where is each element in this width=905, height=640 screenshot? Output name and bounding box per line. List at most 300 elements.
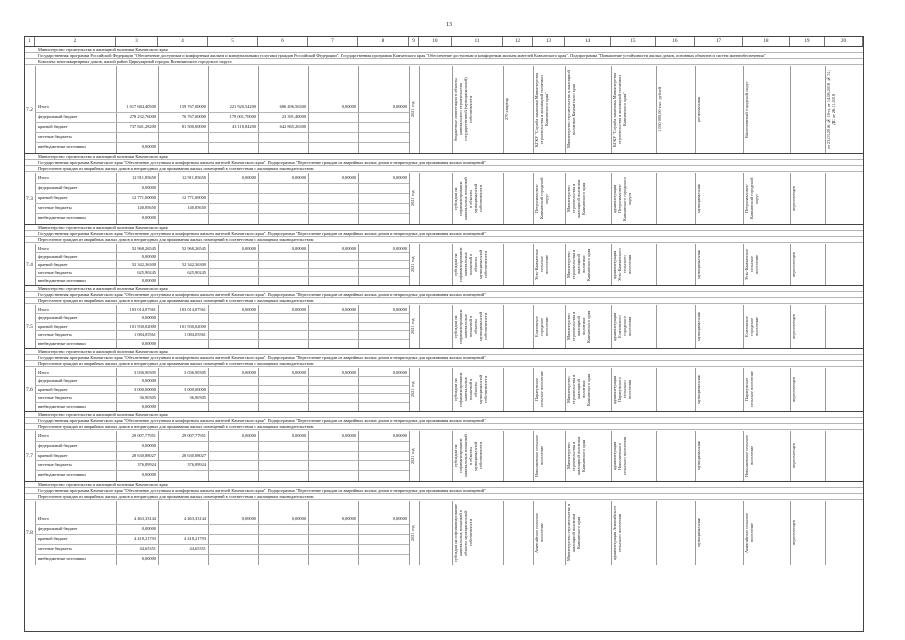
grid-column-line [825, 244, 826, 285]
fund-source-label: федеральный бюджет [38, 526, 78, 531]
customer-text: Анавгайское сельское поселение [534, 512, 544, 554]
budget-value: 0,00000 [341, 246, 356, 251]
grid-column-line [158, 501, 159, 565]
column-number: 20 [825, 37, 863, 46]
grid-column-line [308, 66, 309, 153]
heading-separator [25, 64, 863, 65]
budget-value: 3 000,00000 [134, 386, 156, 392]
budget-value: 0,00000 [291, 370, 306, 375]
note-type-text: переселенцев [791, 443, 796, 469]
customer-text: Паратунское сельское поселение [534, 371, 544, 408]
block-heading-line: Переселение граждан из аварийных жилых домов и непригодных для проживания жилых помещений в соответствии с жилищным законодательством [38, 298, 314, 303]
budget-value: 101 930,02000 [129, 323, 156, 329]
grid-column-line [258, 501, 259, 565]
fund-row-separator [35, 213, 409, 214]
fund-row-separator [35, 534, 409, 535]
block-heading-line: Государственная программа Камчатского края "Обеспечение доступным и комфортным жильем жителей Камчатского края". Подпрограмма "Переселение граждан из аварийных жилых домов и непригодных для проживания жилых помещений" [38, 418, 486, 423]
ownership-form-text: муниципальная [696, 375, 701, 404]
column-number: 13 [533, 37, 565, 46]
column-number: 6 [258, 37, 308, 46]
fund-source-label: местные бюджеты [38, 270, 72, 275]
block-heading-line: Министерство строительства и жилищной политики Камчатского края [38, 47, 168, 52]
responsible-executive-text: Министерство строительства и жилищной политики Камчатского края [566, 248, 591, 281]
budget-value: 625,90245 [187, 270, 206, 275]
location-text: Паратунское сельское поселение [744, 371, 754, 408]
budget-value: 0,00000 [141, 215, 156, 220]
column-number: 10 [419, 37, 452, 46]
column-number: 4 [158, 37, 208, 46]
ownership-form-text: региональная [696, 97, 701, 122]
fund-row-separator [35, 193, 409, 194]
grid-column-line [358, 173, 359, 224]
budget-value: 29 007,77951 [131, 433, 156, 438]
grid-column-line [825, 173, 826, 224]
responsible-executive-text: Министерство строительства и жилищной политики Камчатского края [566, 373, 591, 406]
page-number: 13 [446, 22, 452, 28]
location-text: Усть-Камчатское сельское поселение [744, 249, 759, 280]
budget-value: 0,00000 [392, 516, 407, 521]
budget-value: 278 232,76000 [129, 114, 156, 119]
fund-source-label: местные бюджеты [38, 395, 72, 401]
budget-value: 12 771,00000 [131, 195, 156, 200]
grid-column-line [35, 305, 36, 348]
block-heading-line: Министерство строительства и жилищной политики Камчатского края [38, 412, 168, 417]
note-type-text: переселенцев [791, 186, 796, 211]
budget-value: 0,00000 [341, 175, 356, 180]
budget-value: 0,00000 [392, 104, 407, 109]
ownership-form-text: муниципальная [696, 184, 701, 213]
budget-value: 4 463,33144 [134, 516, 156, 521]
fund-row-separator [35, 276, 409, 277]
fund-source-label: Итого [38, 104, 49, 109]
developer-text: администрация Усть-Камчатского сельского поселения [612, 248, 632, 281]
budget-value: 28 630,88027 [181, 452, 206, 458]
fund-source-label: краевой бюджет [38, 536, 68, 541]
ownership-form-text: муниципальная [696, 441, 701, 471]
fund-source-label: краевой бюджет [38, 124, 68, 129]
implementation-period-text: 2021 год [410, 256, 415, 273]
funding-form-text: бюджетные инвестиции в объекты капитального строительства государственной (муниципальной) собственности [453, 77, 473, 142]
grid-column-line [35, 66, 36, 153]
budget-value: 52 968,26545 [181, 246, 206, 251]
budget-value: 4 418,21793 [134, 536, 156, 541]
funding-form-text: субсидии на софинансирование капитальных вложений в объекты муниципальной собственности [453, 247, 488, 282]
column-number: 17 [695, 37, 743, 46]
block-heading-line: Комплекс многоквартирных домов, жилой район Циркулярный городок Вилючинского городского округа [38, 59, 232, 64]
budget-value: 52 342,36300 [181, 262, 206, 267]
ownership-form-text: муниципальная [696, 518, 701, 548]
budget-value: 44,65351 [189, 546, 206, 551]
fund-source-label: Итого [38, 175, 49, 180]
location-text: Елизовское городское поселение [744, 316, 759, 337]
grid-column-line [308, 431, 309, 481]
implementation-period-text: 2021 год [410, 448, 415, 464]
budget-value: 0,00000 [241, 370, 256, 375]
fund-source-label: федеральный бюджет [38, 378, 78, 384]
budget-value: 103 014,07561 [179, 307, 206, 312]
fund-source-label: федеральный бюджет [38, 315, 78, 321]
grid-column-line [419, 431, 420, 481]
fund-source-label: Итого [38, 370, 49, 375]
fund-row-separator [35, 260, 409, 261]
grid-column-line [258, 431, 259, 481]
funding-form-text: субсидии на софинансирование капитальных вложений в объекты муниципальной собственности [453, 177, 483, 220]
fund-row-separator [35, 451, 409, 452]
note-type-text: переселенцев [791, 314, 796, 339]
grid-column-line [503, 431, 504, 481]
budget-value: 0,00000 [241, 246, 256, 251]
budget-value: 642 865,26300 [279, 124, 306, 129]
developer-text: администрация Петропавловск-Камчатского городского округа [612, 176, 632, 221]
responsible-executive-text: Министерство строительства и жилищной политики Камчатского края [566, 70, 576, 149]
fund-row-separator [35, 122, 409, 123]
grid-column-line [656, 244, 657, 285]
grid-column-line [503, 305, 504, 348]
budget-value: 4 463,33144 [184, 516, 206, 521]
capacity-text: 270 квартир [504, 98, 509, 121]
grid-column-line [35, 368, 36, 411]
budget-value: 44,65351 [139, 546, 156, 551]
budget-value: 0,00000 [291, 175, 306, 180]
fund-source-label: Итого [38, 433, 49, 438]
grid-column-line [208, 173, 209, 224]
column-number: 8 [358, 37, 409, 46]
note-type-text: переселенцев [791, 252, 796, 277]
budget-value: 12 771,00000 [181, 195, 206, 200]
budget-value: 0,00000 [141, 472, 156, 478]
block-heading-line: Государственная программа Российской Федерации "Обеспечение доступным и комфортным жильем и коммунальными услугами граждан Российской Федерации". Государственная программа Камчатского края "Обеспечение доступным и комфортным жильем жителей Камчатского края". Подпрограмма "Повышение устойчивости жилых домов, основных объектов и систем жизнеобеспечения" [38, 53, 766, 58]
developer-text: администрация Анавгайского сельского поселения [612, 505, 622, 561]
developer-text: администрация Елизовского городского поселения [612, 312, 632, 341]
budget-value: 221 920,54200 [229, 104, 256, 109]
budget-value: 36,90305 [139, 395, 156, 401]
responsible-executive-text: Министерство строительства и жилищной политики Камчатского края [566, 310, 591, 343]
block-heading-line: Переселение граждан из аварийных жилых домов и непригодных для проживания жилых помещений в соответствии с жилищным законодательством [38, 166, 314, 171]
ownership-form-text: муниципальная [696, 250, 701, 279]
fund-source-label: внебюджетные источники [38, 556, 86, 561]
estimated-cost-text: 1 050 000,00 тыс. рублей [657, 86, 662, 133]
row-number: 7.3 [26, 195, 33, 202]
heading-separator [25, 171, 863, 172]
fund-source-label: местные бюджеты [38, 546, 72, 551]
row-number: 7.2 [26, 106, 33, 113]
fund-row-separator [35, 203, 409, 204]
grid-column-line [358, 66, 359, 153]
block-heading-line: Государственная программа Камчатского края "Обеспечение доступным и комфортным жильем жителей Камчатского края". Подпрограмма "Переселение граждан из аварийных жилых домов и непригодных для проживания жилых помещений" [38, 488, 486, 493]
grid-column-line [419, 305, 420, 348]
row-number: 7.7 [26, 453, 33, 459]
location-text: Николаевское сельское поселение [744, 434, 754, 478]
location-text: Анавгайское сельское поселение [744, 512, 754, 554]
column-number: 11 [452, 37, 503, 46]
implementation-period-text: 2021 год [410, 101, 415, 118]
column-number: 5 [208, 37, 258, 46]
budget-value: 0,00000 [241, 433, 256, 438]
note-type-text: переселенцев [791, 377, 796, 402]
implementation-period-text: 2021 год [410, 525, 415, 541]
fund-row-separator [35, 313, 409, 314]
budget-value: 0,00000 [392, 433, 407, 438]
grid-column-line [35, 501, 36, 565]
block-heading-line: Переселение граждан из аварийных жилых домов и непригодных для проживания жилых помещений в соответствии с жилищным законодательством [38, 237, 314, 242]
budget-value: 140,85650 [137, 205, 156, 210]
budget-value: 0,00000 [141, 526, 156, 531]
block-heading-line: Переселение граждан из аварийных жилых домов и непригодных для проживания жилых помещений в соответствии с жилищным законодательством [38, 424, 314, 429]
fund-source-label: внебюджетные источники [38, 472, 86, 478]
column-number: 18 [743, 37, 790, 46]
fund-row-separator [35, 393, 409, 394]
budget-value: 12 911,85650 [132, 175, 156, 180]
column-number: 1 [25, 37, 35, 46]
budget-value: 140,85650 [187, 205, 206, 210]
budget-value: 686 496,56300 [279, 104, 306, 109]
grid-column-line [503, 501, 504, 565]
row-number: 7.6 [26, 386, 33, 393]
row-number: 7.8 [26, 530, 33, 536]
budget-value: 1 084,05561 [184, 332, 206, 338]
budget-value: 52 342,36300 [131, 262, 156, 267]
block-heading-line: Государственная программа Камчатского края "Обеспечение доступным и комфортным жильем жителей Камчатского края". Подпрограмма "Переселение граждан из аварийных жилых домов и непригодных для проживания жилых помещений" [38, 231, 486, 236]
budget-value: 3 036,90305 [184, 370, 206, 375]
fund-source-label: краевой бюджет [38, 195, 68, 200]
developer-text: КГКУ "Служба заказчика Министерства строительства и жилищной политики Камчатского края" [612, 72, 627, 147]
block-heading-line: Министерство строительства и жилищной политики Камчатского края [38, 154, 168, 159]
grid-column-line [503, 173, 504, 224]
budget-value: 0,00000 [141, 442, 156, 448]
fund-source-label: Итого [38, 246, 49, 251]
heading-separator [25, 242, 863, 243]
budget-value: 0,00000 [341, 104, 356, 109]
column-number: 2 [35, 37, 116, 46]
budget-value: 0,00000 [291, 516, 306, 521]
budget-value: 376,89924 [187, 462, 206, 468]
budget-value: 0,00000 [141, 144, 156, 149]
grid-column-line [419, 501, 420, 565]
fund-row-separator [35, 112, 409, 113]
fund-row-separator [35, 402, 409, 403]
fund-source-label: внебюджетные источники [38, 144, 86, 149]
developer-text: администрация Николаевского сельского поселения [612, 437, 627, 475]
customer-text: Николаевское сельское поселение [534, 434, 544, 478]
budget-value: 0,00000 [341, 516, 356, 521]
grid-column-line [656, 173, 657, 224]
funding-form-text: субсидии на софинансирование капитальных вложений в объекты муниципальной собственности [453, 309, 488, 344]
grid-column-line [419, 66, 420, 153]
column-number: 7 [308, 37, 358, 46]
budget-value: 0,00000 [141, 556, 156, 561]
fund-row-separator [35, 252, 409, 253]
fund-source-label: федеральный бюджет [38, 185, 78, 190]
funding-form-text: субсидии на софинансирование капитальных вложений в объекты муниципальной собственности [453, 434, 483, 478]
fund-row-separator [35, 460, 409, 461]
block-heading-line: Государственная программа Камчатского края "Обеспечение доступным и комфортным жильем жителей Камчатского края". Подпрограмма "Переселение граждан из аварийных жилых домов и непригодных для проживания жилых помещений" [38, 292, 486, 297]
developer-text: администрация Паратунского сельского поселения [612, 375, 632, 404]
heading-separator [25, 303, 863, 304]
column-number: 19 [790, 37, 825, 46]
budget-value: 43 118,84200 [232, 124, 256, 129]
budget-value: 1 084,05561 [134, 332, 156, 338]
grid-column-line [825, 305, 826, 348]
budget-value: 76 767,00000 [181, 114, 206, 119]
grid-column-line [656, 368, 657, 411]
fund-source-label: Итого [38, 516, 49, 521]
customer-text: Усть-Камчатское сельское поселение [534, 249, 549, 280]
budget-value: 3 036,90305 [134, 370, 156, 375]
grid-column-line [258, 66, 259, 153]
column-number: 9 [409, 37, 419, 46]
fund-row-separator [35, 376, 409, 377]
grid-column-line [35, 244, 36, 285]
customer-text: КГКУ "Служба заказчика Министерства строительства и жилищной политики Камчатского края" [534, 72, 549, 147]
budget-value: 0,00000 [141, 340, 156, 346]
grid-column-line [208, 501, 209, 565]
grid-column-line [358, 431, 359, 481]
budget-value: 28 630,88027 [131, 452, 156, 458]
row-number: 7.4 [26, 261, 33, 268]
fund-source-label: федеральный бюджет [38, 114, 78, 119]
budget-value: 0,00000 [241, 175, 256, 180]
budget-value: 0,00000 [392, 370, 407, 375]
responsible-executive-text: Министерство строительства и жилищной политики Камчатского края [566, 436, 586, 476]
fund-row-separator [35, 441, 409, 442]
responsible-executive-text: Министерство строительства и жилищной политики Камчатского края [566, 179, 586, 218]
grid-column-line [308, 501, 309, 565]
grid-column-line [825, 501, 826, 565]
block-heading-line: Министерство строительства и жилищной политики Камчатского края [38, 286, 168, 291]
budget-value: 1 017 684,40500 [126, 104, 156, 109]
block-heading-line: Государственная программа Камчатского края "Обеспечение доступным и комфортным жильем жителей Камчатского края". Подпрограмма "Переселение граждан из аварийных жилых домов и непригодных для проживания жилых помещений" [38, 160, 486, 165]
heading-separator [25, 366, 863, 367]
fund-source-label: краевой бюджет [38, 262, 68, 267]
budget-value: 81 500,00000 [181, 124, 206, 129]
grid-column-line [358, 501, 359, 565]
grid-column-line [208, 66, 209, 153]
column-number: 16 [656, 37, 695, 46]
budget-table [24, 36, 864, 632]
block-heading-line: Государственная программа Камчатского края "Обеспечение доступным и комфортным жильем жителей Камчатского края". Подпрограмма "Переселение граждан из аварийных жилых домов и непригодных для проживания жилых помещений" [38, 355, 486, 360]
fund-source-label: внебюджетные источники [38, 403, 86, 409]
budget-value: 29 007,77951 [181, 433, 206, 438]
grid-column-line [308, 173, 309, 224]
budget-value: 0,00000 [141, 378, 156, 384]
implementation-period-text: 2021 год [410, 318, 415, 335]
budget-value: 0,00000 [141, 315, 156, 321]
fund-source-label: краевой бюджет [38, 386, 68, 392]
block-heading-line: Министерство строительства и жилищной политики Камчатского края [38, 225, 168, 230]
budget-value: 0,00000 [291, 246, 306, 251]
fund-row-separator [35, 322, 409, 323]
column-number: 3 [116, 37, 158, 46]
budget-value: 4 418,21793 [184, 536, 206, 541]
fund-source-label: местные бюджеты [38, 134, 72, 139]
grid-column-line [419, 368, 420, 411]
fund-source-label: местные бюджеты [38, 205, 72, 210]
fund-row-separator [35, 183, 409, 184]
block-heading-line: Переселение граждан из аварийных жилых домов и непригодных для проживания жилых помещений в соответствии с жилищным законодательством [38, 361, 314, 366]
fund-row-separator [35, 470, 409, 471]
budget-value: 0,00000 [141, 278, 156, 283]
implementation-period-text: 2021 год [410, 190, 415, 207]
budget-value: 737 841,28200 [129, 124, 156, 129]
fund-row-separator [35, 132, 409, 133]
fund-source-label: внебюджетные источники [38, 340, 86, 346]
grid-column-line [116, 66, 117, 153]
heading-separator [25, 429, 863, 430]
budget-value: 101 930,02000 [179, 323, 206, 329]
implementation-period-text: 2021 год [410, 381, 415, 398]
customer-text: Елизовское городское поселение [534, 316, 549, 337]
fund-row-separator [35, 142, 409, 143]
location-text: Вилючинский городской округ [744, 81, 749, 138]
budget-value: 23 391,40000 [281, 114, 306, 119]
note-type-text: переселенцев [791, 520, 796, 546]
legal-basis-text: от 23.03.2016 № 18-п; от 14.08.2018 № 31; ДС от 26.11.2018 [826, 70, 836, 149]
fund-row-separator [35, 268, 409, 269]
fund-row-separator [35, 330, 409, 331]
location-text: Петропавловск-Камчатский городской округ [744, 177, 759, 220]
budget-value: 36,90305 [189, 395, 206, 401]
fund-source-label: краевой бюджет [38, 323, 68, 329]
budget-value: 0,00000 [392, 175, 407, 180]
row-number: 7.5 [26, 323, 33, 330]
fund-row-separator [35, 544, 409, 545]
column-number: 14 [565, 37, 611, 46]
block-heading-line: Переселение граждан из аварийных жилых домов и непригодных для проживания жилых помещений в соответствии с жилищным законодательством [38, 494, 314, 499]
grid-column-line [503, 368, 504, 411]
fund-source-label: внебюджетные источники [38, 278, 86, 283]
grid-column-line [825, 431, 826, 481]
fund-row-separator [35, 339, 409, 340]
budget-value: 0,00000 [291, 433, 306, 438]
grid-column-line [158, 66, 159, 153]
grid-column-line [419, 173, 420, 224]
fund-source-label: Итого [38, 307, 49, 312]
fund-source-label: федеральный бюджет [38, 254, 78, 259]
fund-source-label: краевой бюджет [38, 452, 68, 458]
grid-column-line [258, 173, 259, 224]
fund-row-separator [35, 554, 409, 555]
budget-value: 0,00000 [341, 307, 356, 312]
budget-value: 0,00000 [141, 403, 156, 409]
heading-separator [25, 499, 863, 500]
grid-column-line [656, 431, 657, 481]
budget-value: 0,00000 [141, 185, 156, 190]
block-heading-line: Министерство строительства и жилищной политики Камчатского края [38, 349, 168, 354]
budget-value: 0,00000 [141, 254, 156, 259]
funding-form-text: субсидии на софинансирование капитальных вложений в объекты муниципальной собственности [453, 372, 488, 407]
grid-column-line [825, 368, 826, 411]
customer-text: Петропавловск-Камчатский городской округ [534, 177, 549, 220]
funding-form-text: субсидии на софинансирование капитальных вложений в объекты муниципальной собственности [453, 504, 473, 562]
column-number: 12 [503, 37, 533, 46]
grid-column-line [790, 66, 791, 153]
grid-column-line [656, 305, 657, 348]
grid-column-line [35, 173, 36, 224]
budget-value: 179 001,70000 [229, 114, 256, 119]
column-number-header [25, 37, 863, 47]
fund-source-label: местные бюджеты [38, 332, 72, 338]
budget-value: 0,00000 [241, 516, 256, 521]
budget-value: 12 911,85650 [182, 175, 206, 180]
fund-source-label: внебюджетные источники [38, 215, 86, 220]
grid-column-line [503, 244, 504, 285]
budget-value: 0,00000 [392, 246, 407, 251]
grid-column-line [656, 501, 657, 565]
fund-row-separator [35, 385, 409, 386]
fund-source-label: федеральный бюджет [38, 442, 78, 448]
block-heading-line: Министерство строительства и жилищной политики Камчатского края [38, 482, 168, 487]
budget-value: 103 014,07561 [129, 307, 156, 312]
